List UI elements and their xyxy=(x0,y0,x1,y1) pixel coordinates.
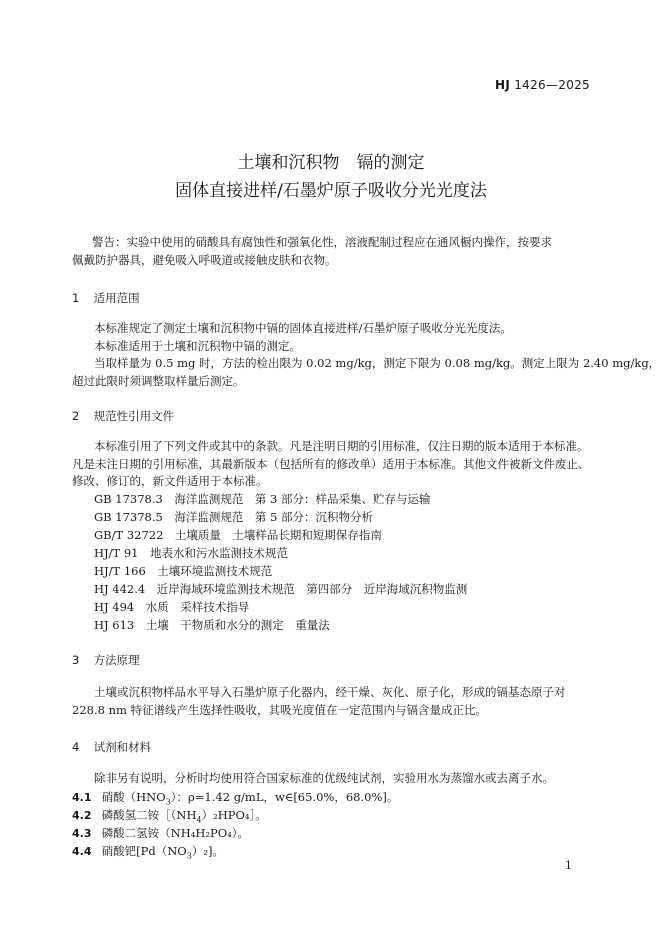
scope-paragraph xyxy=(72,320,661,390)
reagent-number: 4.3 xyxy=(72,827,92,840)
section-number: 2 xyxy=(72,409,80,423)
scope-p2: 本标准适用于土壤和沉积物中镉的测定。 xyxy=(94,338,301,353)
section-number: 4 xyxy=(72,740,80,754)
scope-p3-line1: 当取样量为 0.5 mg 时，方法的检出限为 0.02 mg/kg，测定下限为 0.08 mg/kg。测定上限为 2.40 mg/kg， xyxy=(94,356,661,370)
reference-item: HJ 494 水质 采样技术指导 xyxy=(94,600,250,614)
section-title: 方法原理 xyxy=(93,653,140,667)
section-heading-4 xyxy=(72,739,151,755)
reagent-number: 4.4 xyxy=(72,845,92,858)
section-title: 规范性引用文件 xyxy=(93,409,175,423)
reference-item: GB 17378.5 海洋监测规范 第 5 部分：沉积物分析 xyxy=(94,510,373,524)
principle-line1: 土壤或沉积物样品水平导入石墨炉原子化器内，经干燥、灰化、原子化，形成的镉基态原子对 xyxy=(94,685,566,699)
section-number: 3 xyxy=(72,653,80,667)
reference-item: HJ/T 166 土壤环境监测技术规范 xyxy=(94,564,273,578)
normative-intro-line1: 本标准引用了下列文件或其中的条款。凡是注明日期的引用标准，仅注日期的版本适用于本标准。 xyxy=(94,439,589,453)
principle-line2: 228.8 nm 特征谱线产生选择性吸收，其吸光度值在一定范围内与镉含量成正比。 xyxy=(72,702,488,717)
page-number: 1 xyxy=(565,859,572,872)
reagent-subscript: 3 xyxy=(165,797,171,807)
reagent-name: 硝酸（ xyxy=(101,790,137,804)
standard-code xyxy=(495,78,590,92)
reagent-subscript: 3 xyxy=(186,851,192,861)
reagent-name: 磷酸氢二铵［（NH xyxy=(101,808,197,822)
section-title: 适用范围 xyxy=(93,291,140,305)
section-heading-2 xyxy=(72,408,174,424)
reference-item: HJ/T 91 地表水和污水监测技术规范 xyxy=(94,546,288,560)
scope-p1: 本标准规定了测定土壤和沉积物中镉的固体直接进样/石墨炉原子吸收分光光度法。 xyxy=(94,321,512,335)
warning-block xyxy=(72,233,592,269)
reagent-number: 4.2 xyxy=(72,809,92,822)
reagent-tail: ）：ρ=1.42 g/mL，w∈[65.0%，68.0%]。 xyxy=(170,790,399,804)
scope-p3-line2: 超过此限时须调整取样量后测定。 xyxy=(72,373,245,388)
normative-intro-line3: 修改、修订的，新文件适用于本标准。 xyxy=(72,474,268,488)
reagent-name: 磷酸二氢铵（NH₄H₂PO₄）。 xyxy=(101,826,250,840)
section-heading-1 xyxy=(72,290,140,306)
title-line-2: 固体直接进样/石墨炉原子吸收分光光度法 xyxy=(175,181,487,201)
normative-intro xyxy=(72,438,592,491)
reagent-subscript: 4 xyxy=(196,815,202,825)
reference-item: HJ 442.4 近岸海域环境监测技术规范 第四部分 近岸海域沉积物监测 xyxy=(94,582,468,596)
reference-item: HJ 613 土壤 干物质和水分的测定 重量法 xyxy=(94,618,330,632)
reagents-intro-line: 除非另有说明，分析时均使用符合国家标准的优级纯试剂，实验用水为蒸馏水或去离子水。 xyxy=(94,771,554,785)
principle-paragraph xyxy=(72,684,592,719)
reagent-item xyxy=(72,789,398,806)
reagent-tail: ）₂]。 xyxy=(191,844,224,858)
section-number: 1 xyxy=(72,291,80,305)
warning-line-1: 警告：实验中使用的硝酸具有腐蚀性和强氧化性，溶液配制过程应在通风橱内操作，按要求 xyxy=(92,235,552,249)
reagents-intro xyxy=(72,770,592,788)
reagent-item xyxy=(72,807,267,824)
reagent-item xyxy=(72,825,249,841)
standard-number: 1426—2025 xyxy=(514,78,590,92)
title-line-1: 土壤和沉积物 镉的测定 xyxy=(237,153,425,173)
reagent-formula: HNO xyxy=(136,790,166,804)
section-title: 试剂和材料 xyxy=(93,740,152,754)
reagent-number: 4.1 xyxy=(72,791,92,804)
standard-prefix: HJ xyxy=(494,78,511,92)
reagent-name: 硝酸钯[Pd（NO xyxy=(101,844,187,858)
reagent-item xyxy=(72,843,224,860)
reagent-tail: ）₂HPO₄］。 xyxy=(201,808,267,822)
section-heading-3 xyxy=(72,652,140,668)
reference-item: GB 17378.3 海洋监测规范 第 3 部分：样品采集、贮存与运输 xyxy=(94,492,431,506)
normative-intro-line2: 凡是未注日期的引用标准，其最新版本（包括所有的修改单）适用于本标准。其他文件被新文件废止、 xyxy=(72,456,590,471)
warning-line-2: 佩戴防护器具，避免吸入呼吸道或接触皮肤和衣物。 xyxy=(72,253,337,267)
reference-item: GB/T 32722 土壤质量 土壤样品长期和短期保存指南 xyxy=(94,528,382,542)
